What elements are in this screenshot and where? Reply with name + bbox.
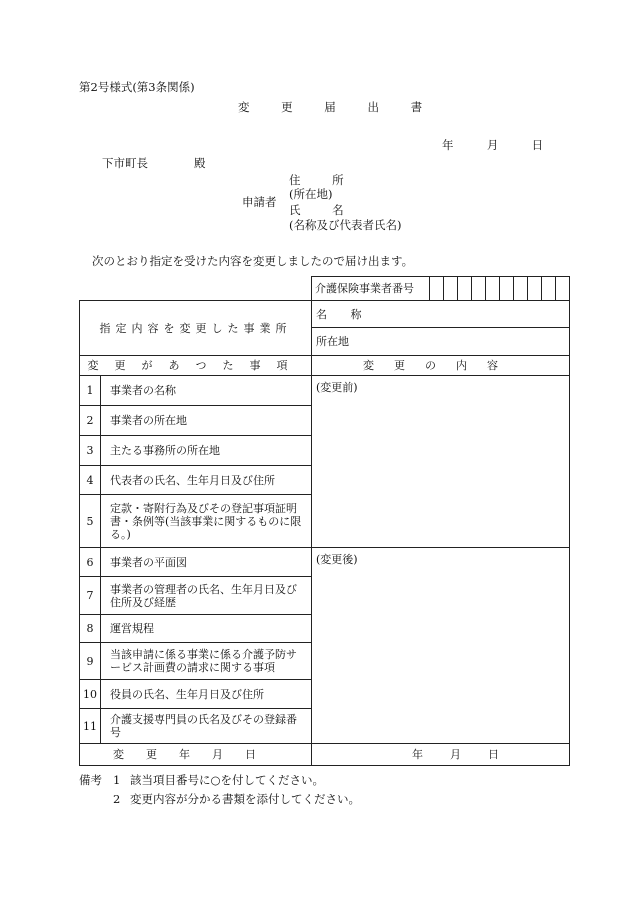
code-digit-box[interactable] [472, 277, 486, 301]
date-year: 年 [442, 138, 454, 152]
item-number[interactable]: 1 [80, 376, 101, 406]
item-label: 事業者の管理者の氏名、生年月日及び住所及び経歴 [101, 577, 312, 615]
item-label: 事業者の平面図 [101, 548, 312, 577]
item-row [80, 548, 570, 577]
code-digit-box[interactable] [458, 277, 472, 301]
note-text: 該当項目番号に○を付してください。 [130, 773, 325, 787]
change-form-table [79, 276, 570, 766]
item-label: 代表者の氏名、生年月日及び住所 [101, 466, 312, 495]
business-location-field[interactable]: 所在地 [312, 328, 570, 356]
business-name-field[interactable]: 名 称 [312, 301, 570, 328]
item-number[interactable]: 2 [80, 406, 101, 436]
form-number: 第2号様式(第3条関係) [79, 80, 195, 94]
statement-text: 次のとおり指定を受けた内容を変更しましたので届け出ます。 [92, 254, 414, 268]
code-digit-box[interactable] [486, 277, 500, 301]
applicant-label: 申請者 [242, 195, 277, 209]
item-number[interactable]: 8 [80, 615, 101, 643]
notes-label: 備考 [79, 773, 102, 787]
before-change-field[interactable]: (変更前) [312, 376, 570, 548]
column-header-item: 変更があつた事項 [80, 356, 312, 376]
change-date-row [80, 744, 570, 766]
item-row [80, 376, 570, 406]
item-number[interactable]: 6 [80, 548, 101, 577]
item-label: 主たる事務所の所在地 [101, 436, 312, 466]
code-digit-box[interactable] [514, 277, 528, 301]
item-label: 事業者の所在地 [101, 406, 312, 436]
item-label: 定款・寄附行為及びその登記事項証明書・条例等(当該事業に関するものに限る。) [101, 495, 312, 548]
item-number[interactable]: 3 [80, 436, 101, 466]
document-title: 変 更 届 出 書 [238, 100, 437, 114]
item-number[interactable]: 9 [80, 643, 101, 680]
item-label: 介護支援専門員の氏名及びその登録番号 [101, 709, 312, 744]
submit-date [442, 138, 543, 152]
business-code-label: 介護保険事業者番号 [312, 277, 430, 301]
code-digit-box[interactable] [542, 277, 556, 301]
code-digit-box[interactable] [556, 277, 570, 301]
item-number[interactable]: 5 [80, 495, 101, 548]
change-date-day: 日 [488, 748, 499, 761]
note-number: 2 [113, 792, 121, 806]
item-label: 運営規程 [101, 615, 312, 643]
code-digit-box[interactable] [528, 277, 542, 301]
date-month: 月 [486, 138, 499, 152]
business-code-row [80, 277, 570, 301]
change-date-year: 年 [412, 748, 423, 761]
applicant-name-label: 氏 名 [289, 203, 358, 217]
applicant-address-sub: (所在地) [289, 187, 333, 201]
note-text: 変更内容が分かる書類を添付してください。 [130, 792, 360, 806]
change-date-label: 変更年月日 [80, 744, 312, 766]
item-label: 役員の氏名、生年月日及び住所 [101, 680, 312, 709]
note-number: 1 [113, 773, 121, 787]
recipient-honorific: 殿 [194, 156, 206, 170]
code-digit-box[interactable] [430, 277, 444, 301]
recipient-name: 下市町長 [102, 156, 148, 170]
date-day: 日 [531, 138, 544, 152]
applicant-address-label: 住 所 [289, 173, 358, 187]
item-number[interactable]: 10 [80, 680, 101, 709]
business-name-row [80, 301, 570, 328]
applicant-name-sub: (名称及び代表者氏名) [289, 218, 402, 232]
column-header-content: 変更の内容 [312, 356, 570, 376]
item-label: 当該申請に係る事業に係る介護予防サービス計画費の請求に関する事項 [101, 643, 312, 680]
column-header-row [80, 356, 570, 376]
code-digit-box[interactable] [444, 277, 458, 301]
item-number[interactable]: 7 [80, 577, 101, 615]
business-label: 指定内容を変更した事業所 [80, 301, 312, 356]
change-date-month: 月 [450, 748, 461, 761]
item-number[interactable]: 4 [80, 466, 101, 495]
item-label: 事業者の名称 [101, 376, 312, 406]
after-change-field[interactable]: (変更後) [312, 548, 570, 744]
change-date-field[interactable] [312, 744, 570, 766]
item-number[interactable]: 11 [80, 709, 101, 744]
code-digit-box[interactable] [500, 277, 514, 301]
